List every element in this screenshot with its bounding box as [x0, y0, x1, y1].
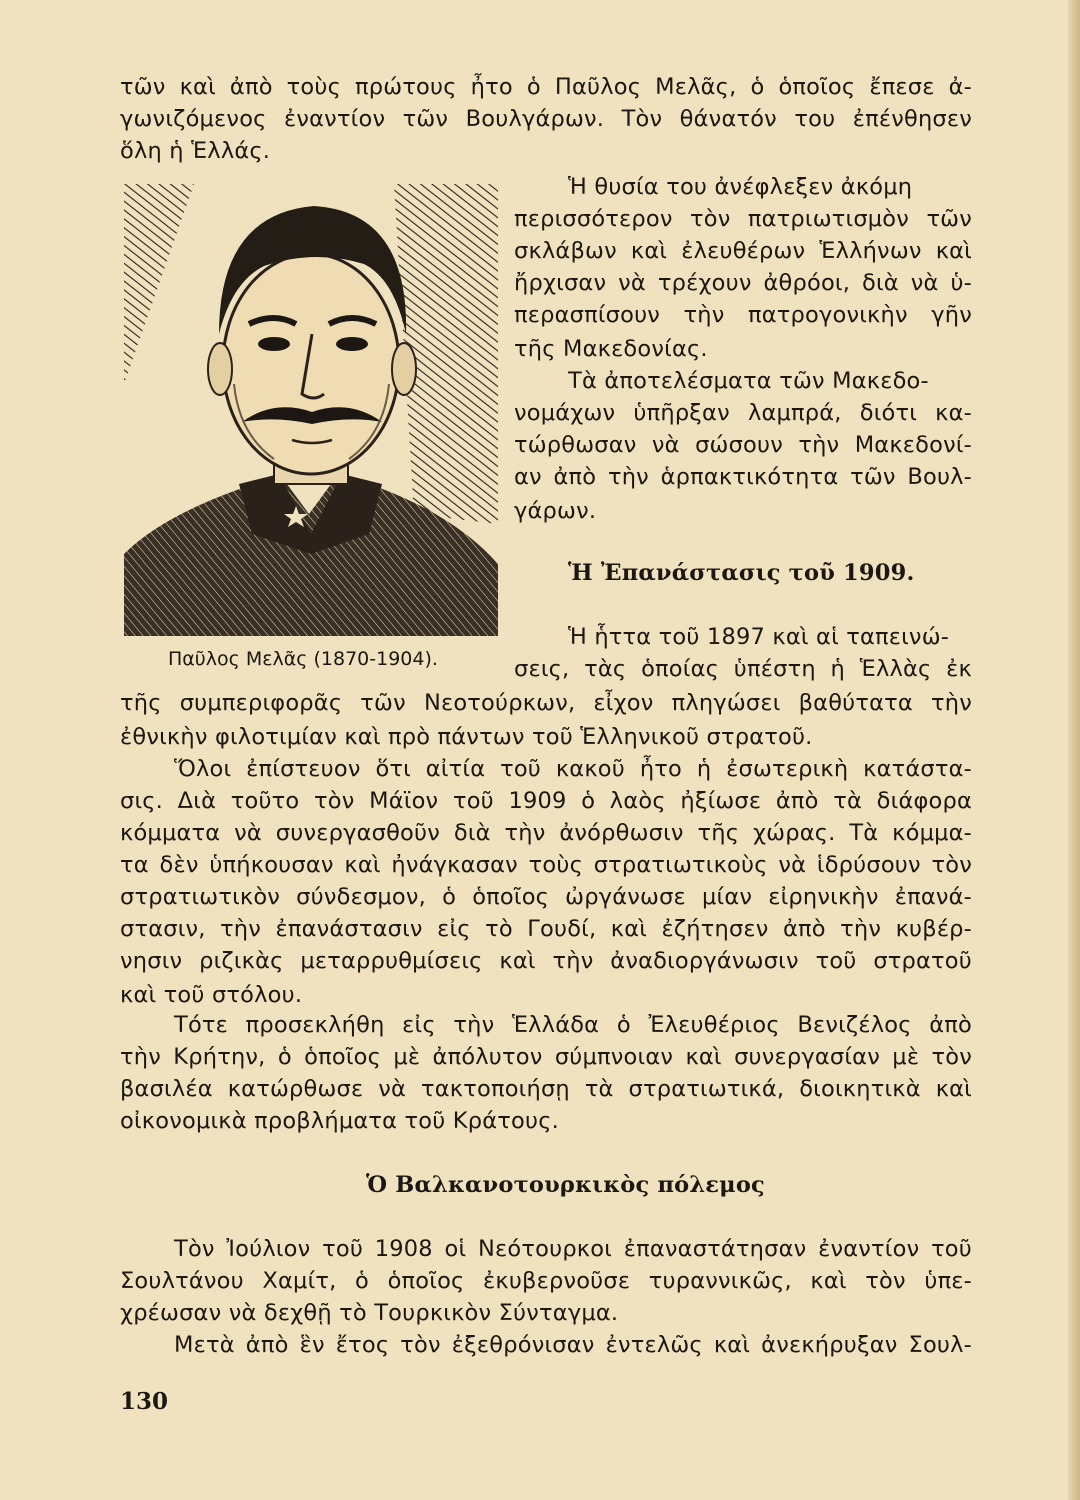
- text-line: αν ἀπὸ τὴν ἁρπακτικότητα τῶν Βουλ-: [514, 464, 972, 490]
- text-line: οἰκονομικὰ προβλήματα τοῦ Κράτους.: [120, 1108, 559, 1134]
- text-line: γάρων.: [514, 498, 597, 524]
- text-line: τα δὲν ὑπήκουσαν καὶ ἠνάγκασαν τοὺς στρατιωτικοὺς νὰ ἱδρύσουν τὸν: [120, 852, 972, 878]
- text-line: τὴν Κρήτην, ὁ ὁποῖος μὲ ἀπόλυτον σύμπνοιαν καὶ συνεργασίαν μὲ τὸν: [120, 1044, 972, 1070]
- text-line: Τὸν Ἰούλιον τοῦ 1908 οἱ Νεότουρκοι ἐπαναστάτησαν ἐναντίον τοῦ: [174, 1236, 972, 1262]
- text-line: σκλάβων καὶ ἐλευθέρων Ἑλλήνων καὶ: [514, 238, 972, 264]
- text-line: σις. Διὰ τοῦτο τὸν Μάϊον τοῦ 1909 ὁ λαὸς ἠξίωσε ἀπὸ τὰ διάφορα: [120, 788, 972, 814]
- text-line: Σουλτάνου Χαμίτ, ὁ ὁποῖος ἐκυβερνοῦσε τυραννικῶς, καὶ τὸν ὑπε-: [120, 1268, 972, 1294]
- text-line: περισσότερον τὸν πατριωτισμὸν τῶν: [514, 206, 972, 232]
- text-line: τῶν καὶ ἀπὸ τοὺς πρώτους ἦτο ὁ Παῦλος Μελᾶς, ὁ ὁποῖος ἔπεσε ἀ-: [120, 74, 972, 100]
- text-line: γωνιζόμενος ἐναντίον τῶν Βουλγάρων. Τὸν θάνατόν του ἐπένθησεν: [120, 106, 972, 132]
- text-line: τῆς Μακεδονίας.: [514, 336, 708, 362]
- text-line: τῆς συμπεριφορᾶς τῶν Νεοτούρκων, εἶχον πληγώσει βαθύτατα τὴν: [120, 690, 972, 716]
- text-line: Τὰ ἀποτελέσματα τῶν Μακεδο-: [568, 368, 929, 394]
- text-line: νησιν ριζικὰς μεταρρυθμίσεις καὶ τὴν ἀναδιοργάνωσιν τοῦ στρατοῦ: [120, 948, 972, 974]
- text-line: κόμματα νὰ συνεργασθοῦν διὰ τὴν ἀνόρθωσιν τῆς χώρας. Τὰ κόμμα-: [120, 820, 972, 846]
- text-line: καὶ τοῦ στόλου.: [120, 982, 303, 1008]
- text-line: στασιν, τὴν ἐπανάστασιν εἰς τὸ Γουδί, καὶ ἐζήτησεν ἀπὸ τὴν κυβέρ-: [120, 916, 972, 942]
- text-line: στρατιωτικὸν σύνδεσμον, ὁ ὁποῖος ὠργάνωσε μίαν εἰρηνικὴν ἐπανά-: [120, 884, 972, 910]
- text-line: Ὅλοι ἐπίστευον ὅτι αἰτία τοῦ κακοῦ ἦτο ἡ ἐσωτερικὴ κατάστα-: [174, 756, 972, 782]
- section-heading-balkan-war: Ὁ Βαλκανοτουρκικὸς πόλεμος: [366, 1172, 765, 1198]
- page-number: 130: [120, 1388, 169, 1415]
- text-line: Ἡ ἧττα τοῦ 1897 καὶ αἱ ταπεινώ-: [568, 624, 950, 650]
- portrait-caption: Παῦλος Μελᾶς (1870-1904).: [168, 648, 438, 670]
- page-edge: [1068, 0, 1080, 1500]
- text-line: ἐθνικὴν φιλοτιμίαν καὶ πρὸ πάντων τοῦ Ἑλληνικοῦ στρατοῦ.: [120, 724, 813, 750]
- text-line: ἤρχισαν νὰ τρέχουν ἀθρόοι, διὰ νὰ ὑ-: [514, 270, 972, 296]
- section-heading-1909: Ἡ Ἐπανάστασις τοῦ 1909.: [568, 560, 915, 586]
- text-line: βασιλέα κατώρθωσε νὰ τακτοποιήσῃ τὰ στρατιωτικά, διοικητικὰ καὶ: [120, 1076, 972, 1102]
- text-line: ὅλη ἡ Ἑλλάς.: [120, 138, 271, 164]
- text-line: Ἡ θυσία του ἀνέφλεξεν ἀκόμη: [568, 174, 913, 200]
- text-line: περασπίσουν τὴν πατρογονικὴν γῆν: [514, 302, 972, 328]
- portrait-pavlos-melas: [124, 184, 498, 636]
- text-line: τώρθωσαν νὰ σώσουν τὴν Μακεδονί-: [514, 432, 972, 458]
- text-line: Τότε προσεκλήθη εἰς τὴν Ἑλλάδα ὁ Ἐλευθέριος Βενιζέλος ἀπὸ: [174, 1012, 972, 1038]
- text-line: χρέωσαν νὰ δεχθῇ τὸ Τουρκικὸν Σύνταγμα.: [120, 1300, 619, 1326]
- text-line: νομάχων ὑπῆρξαν λαμπρά, διότι κα-: [514, 400, 972, 426]
- text-line: σεις, τὰς ὁποίας ὑπέστη ἡ Ἑλλὰς ἐκ: [514, 656, 972, 682]
- text-line: Μετὰ ἀπὸ ἓν ἔτος τὸν ἐξεθρόνισαν ἐντελῶς καὶ ἀνεκήρυξαν Σουλ-: [174, 1332, 972, 1358]
